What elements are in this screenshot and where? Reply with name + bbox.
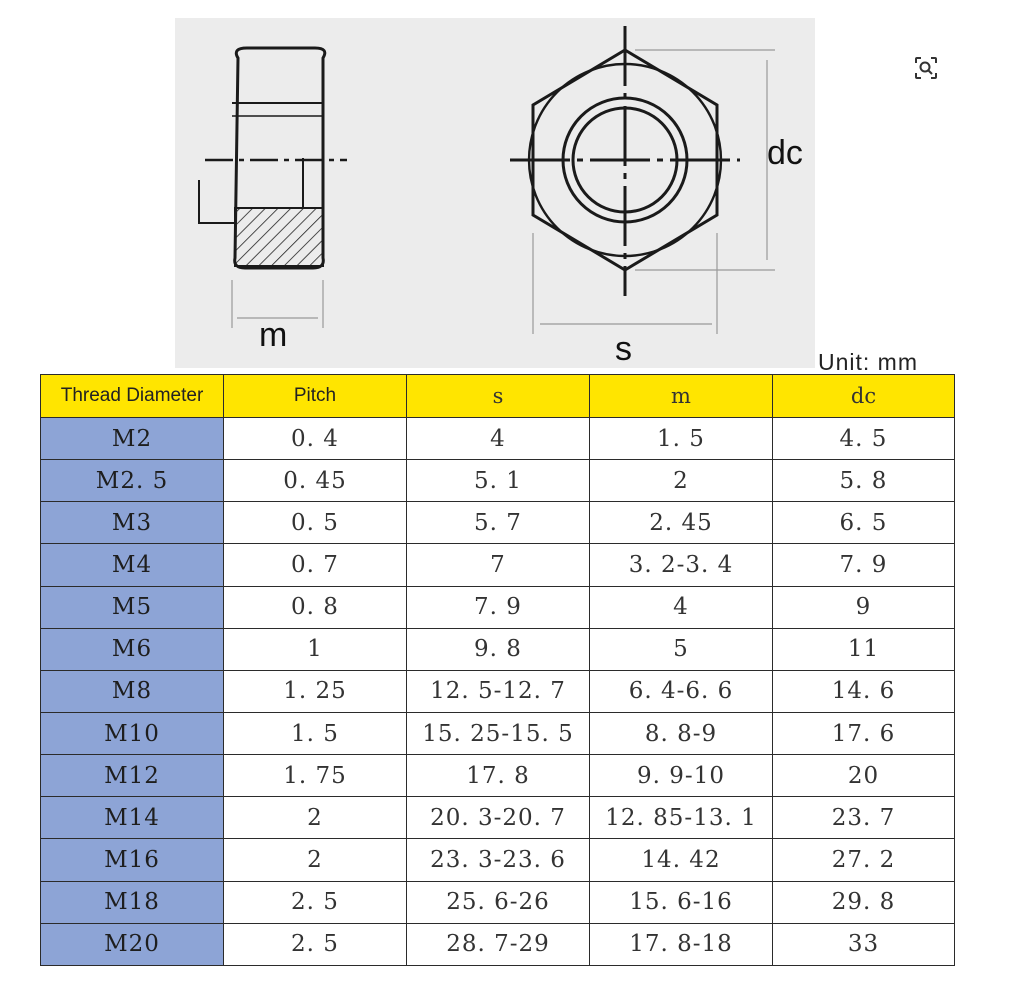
thread-size-cell: M5 bbox=[41, 586, 224, 628]
table-row bbox=[41, 755, 955, 797]
nut-technical-drawing bbox=[175, 18, 815, 368]
pitch-cell: 2. 5 bbox=[224, 881, 407, 923]
s-cell: 23. 3-23. 6 bbox=[407, 839, 590, 881]
table-row bbox=[41, 712, 955, 754]
unit-label: Unit: mm bbox=[818, 349, 918, 375]
dc-cell: 33 bbox=[773, 923, 955, 965]
thread-size-cell: M10 bbox=[41, 712, 224, 754]
dimension-label-dc: dc bbox=[767, 134, 803, 172]
m-cell: 2 bbox=[590, 460, 773, 502]
dc-cell: 6. 5 bbox=[773, 502, 955, 544]
thread-size-cell: M6 bbox=[41, 628, 224, 670]
s-cell: 17. 8 bbox=[407, 755, 590, 797]
table-row bbox=[41, 544, 955, 586]
table-header-row bbox=[41, 375, 955, 418]
thread-size-cell: M2. 5 bbox=[41, 460, 224, 502]
m-cell: 8. 8-9 bbox=[590, 712, 773, 754]
dc-cell: 7. 9 bbox=[773, 544, 955, 586]
table-row bbox=[41, 628, 955, 670]
m-cell: 5 bbox=[590, 628, 773, 670]
pitch-cell: 1. 25 bbox=[224, 670, 407, 712]
m-cell: 6. 4-6. 6 bbox=[590, 670, 773, 712]
header-dc: dc bbox=[773, 375, 955, 418]
header-s: s bbox=[407, 375, 590, 418]
side-view bbox=[199, 48, 347, 328]
s-cell: 7. 9 bbox=[407, 586, 590, 628]
table-row bbox=[41, 797, 955, 839]
thread-size-cell: M20 bbox=[41, 923, 224, 965]
header-thread-diameter: Thread Diameter bbox=[41, 375, 224, 418]
pitch-cell: 2 bbox=[224, 839, 407, 881]
s-cell: 5. 1 bbox=[407, 460, 590, 502]
s-cell: 28. 7-29 bbox=[407, 923, 590, 965]
header-pitch: Pitch bbox=[224, 375, 407, 418]
m-cell: 15. 6-16 bbox=[590, 881, 773, 923]
pitch-cell: 1 bbox=[224, 628, 407, 670]
pitch-cell: 1. 5 bbox=[224, 712, 407, 754]
s-cell: 25. 6-26 bbox=[407, 881, 590, 923]
pitch-cell: 2. 5 bbox=[224, 923, 407, 965]
pitch-cell: 1. 75 bbox=[224, 755, 407, 797]
s-cell: 20. 3-20. 7 bbox=[407, 797, 590, 839]
front-view bbox=[510, 26, 775, 334]
thread-size-cell: M8 bbox=[41, 670, 224, 712]
s-cell: 7 bbox=[407, 544, 590, 586]
s-cell: 12. 5-12. 7 bbox=[407, 670, 590, 712]
pitch-cell: 2 bbox=[224, 797, 407, 839]
s-cell: 5. 7 bbox=[407, 502, 590, 544]
dc-cell: 14. 6 bbox=[773, 670, 955, 712]
dimension-label-s: s bbox=[615, 330, 632, 368]
table-row bbox=[41, 670, 955, 712]
dc-cell: 29. 8 bbox=[773, 881, 955, 923]
thread-size-cell: M3 bbox=[41, 502, 224, 544]
table-row bbox=[41, 839, 955, 881]
thread-size-cell: M4 bbox=[41, 544, 224, 586]
thread-size-cell: M2 bbox=[41, 418, 224, 460]
thread-size-cell: M18 bbox=[41, 881, 224, 923]
m-cell: 2. 45 bbox=[590, 502, 773, 544]
table-row bbox=[41, 923, 955, 965]
pitch-cell: 0. 45 bbox=[224, 460, 407, 502]
pitch-cell: 0. 7 bbox=[224, 544, 407, 586]
table-row bbox=[41, 418, 955, 460]
m-cell: 4 bbox=[590, 586, 773, 628]
m-cell: 12. 85-13. 1 bbox=[590, 797, 773, 839]
pitch-cell: 0. 8 bbox=[224, 586, 407, 628]
zoom-search-icon[interactable] bbox=[910, 52, 942, 84]
s-cell: 9. 8 bbox=[407, 628, 590, 670]
m-cell: 17. 8-18 bbox=[590, 923, 773, 965]
thread-size-cell: M14 bbox=[41, 797, 224, 839]
dc-cell: 9 bbox=[773, 586, 955, 628]
m-cell: 9. 9-10 bbox=[590, 755, 773, 797]
table-row bbox=[41, 881, 955, 923]
dc-cell: 23. 7 bbox=[773, 797, 955, 839]
nut-dimension-table bbox=[40, 374, 955, 966]
thread-size-cell: M12 bbox=[41, 755, 224, 797]
s-cell: 15. 25-15. 5 bbox=[407, 712, 590, 754]
thread-size-cell: M16 bbox=[41, 839, 224, 881]
dc-cell: 20 bbox=[773, 755, 955, 797]
dc-cell: 17. 6 bbox=[773, 712, 955, 754]
dc-cell: 4. 5 bbox=[773, 418, 955, 460]
pitch-cell: 0. 5 bbox=[224, 502, 407, 544]
pitch-cell: 0. 4 bbox=[224, 418, 407, 460]
dc-cell: 11 bbox=[773, 628, 955, 670]
m-cell: 3. 2-3. 4 bbox=[590, 544, 773, 586]
table-row bbox=[41, 586, 955, 628]
table-row bbox=[41, 460, 955, 502]
dimension-label-m: m bbox=[259, 316, 288, 354]
table-row bbox=[41, 502, 955, 544]
m-cell: 1. 5 bbox=[590, 418, 773, 460]
s-cell: 4 bbox=[407, 418, 590, 460]
dc-cell: 5. 8 bbox=[773, 460, 955, 502]
table-body bbox=[41, 418, 955, 966]
header-m: m bbox=[590, 375, 773, 418]
m-cell: 14. 42 bbox=[590, 839, 773, 881]
dc-cell: 27. 2 bbox=[773, 839, 955, 881]
